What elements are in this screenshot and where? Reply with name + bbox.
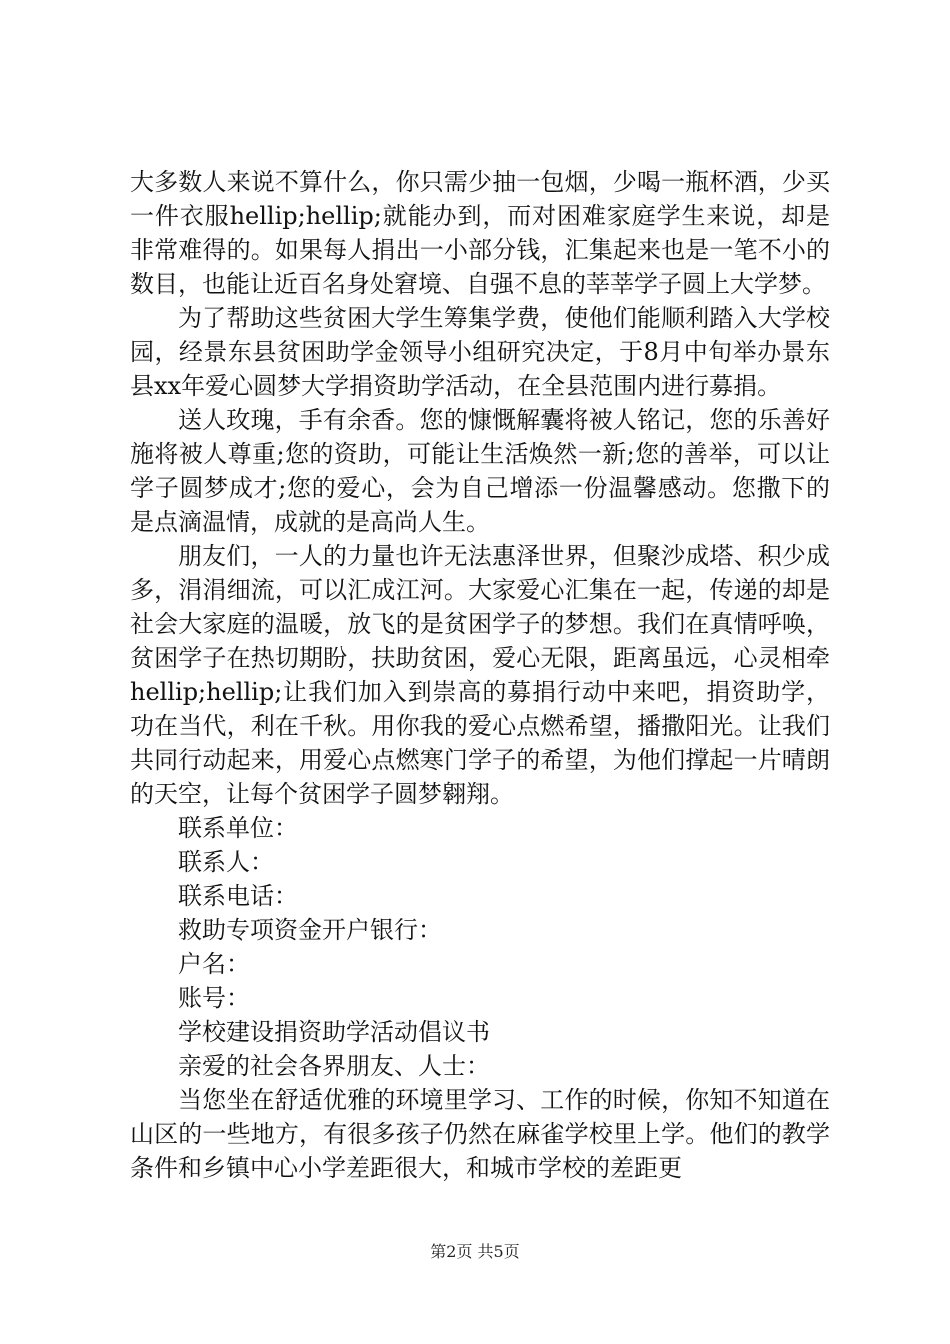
page-number-footer: 第2页 共5页 bbox=[430, 1242, 520, 1261]
salutation: 亲爱的社会各界朋友、人士： bbox=[178, 1052, 490, 1080]
field-bank: 救助专项资金开户银行： bbox=[178, 916, 442, 944]
paragraph-purpose: 为了帮助这些贫困大学生筹集学费，使他们能顺利踏入大学校园，经景东县贫困助学金领导小组研究决定，于8月中旬举办景东县xx年爱心圆梦大学捐资助学活动，在全县范围内进行募捐。 bbox=[130, 304, 830, 400]
paragraph-continuation: 大多数人来说不算什么，你只需少抽一包烟，少喝一瓶杯酒，少买一件衣服hellip;hellip;就能办到，而对困难家庭学生来说，却是非常难得的。如果每人捐出一小部分钱，汇集起来也是一笔不小的数目，也能让近百名身处窘境、自强不息的莘莘学子圆上大学梦。 bbox=[130, 168, 830, 298]
document-body bbox=[130, 165, 830, 1185]
paragraph-mountain-schools: 当您坐在舒适优雅的环境里学习、工作的时候，你知不知道在山区的一些地方，有很多孩子仍然在麻雀学校里上学。他们的教学条件和乡镇中心小学差距很大，和城市学校的差距更 bbox=[130, 1086, 830, 1182]
field-account-name: 户名： bbox=[178, 950, 250, 978]
field-contact-phone: 联系电话： bbox=[178, 882, 298, 910]
paragraph-friends: 朋友们，一人的力量也许无法惠泽世界，但聚沙成塔、积少成多，涓涓细流，可以汇成江河。大家爱心汇集在一起，传递的却是社会大家庭的温暖，放飞的是贫困学子的梦想。我们在真情呼唤，贫困学子在热切期盼，扶助贫困，爱心无限，距离虽远，心灵相牵hellip;hellip;让我们加入到崇高的募捐行动中来吧，捐资助学，功在当代，利在千秋。用你我的爱心点燃希望，播撒阳光。让我们共同行动起来，用爱心点燃寒门学子的希望，为他们撑起一片晴朗的天空，让每个贫困学子圆梦翱翔。 bbox=[130, 542, 830, 808]
section-title: 学校建设捐资助学活动倡议书 bbox=[178, 1018, 490, 1046]
paragraph-roses: 送人玫瑰，手有余香。您的慷慨解囊将被人铭记，您的乐善好施将被人尊重;您的资助，可能让生活焕然一新;您的善举，可以让学子圆梦成才;您的爱心，会为自己增添一份温馨感动。您撒下的是点滴温情，成就的是高尚人生。 bbox=[130, 406, 830, 536]
field-contact-unit: 联系单位： bbox=[178, 814, 298, 842]
field-contact-person: 联系人： bbox=[178, 848, 274, 876]
field-account-number: 账号： bbox=[178, 984, 250, 1012]
